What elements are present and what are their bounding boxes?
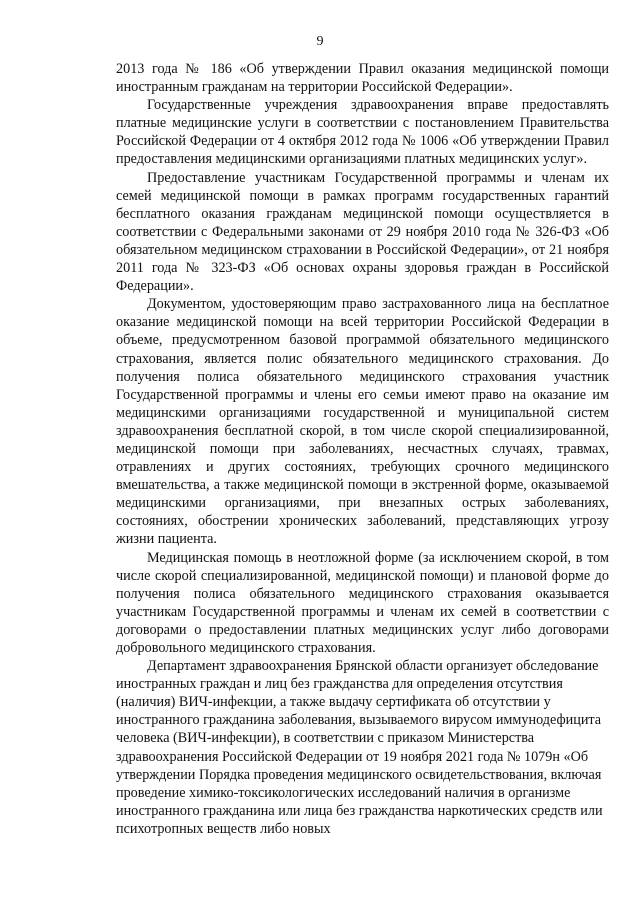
paragraph-urgent-care: Медицинская помощь в неотложной форме (за исключением скорой, в том числе скорой специализированной, медицинской помощи) и плановой форме до получения полиса обязательного медицинского страхования оказывается участникам Государственной программы и членам их семей в соответствии с договорами о предоставлении платных медицинских услуг либо договорами добровольного медицинского страхования.	[116, 549, 609, 656]
paragraph-paid-services: Государственные учреждения здравоохранения вправе предоставлять платные медицинские услуги в соответствии с постановлением Правительства Российской Федерации от 4 октября 2012 года № 1006 «Об утверждении Правил предоставления медицинскими организациями платных медицинских услуг».	[116, 97, 609, 168]
page-number: 9	[316, 34, 324, 49]
paragraph-state-guarantees: Предоставление участникам Государственной программы и членам их семей медицинской помощи в рамках программ государственных гарантий бесплатного оказания гражданам медицинской помощи осуществляется в соответствии с Федеральными законами от 29 ноября 2010 года № 326-ФЗ «Об обязательном медицинском страховании в Российской Федерации», от 21 ноября 2011 года № 323-ФЗ «Об основах охраны здоровья граждан в Российской Федерации».	[116, 169, 609, 295]
paragraph-continuation: 2013 года № 186 «Об утверждении Правил оказания медицинской помощи иностранным гражданам на территории Российской Федерации».	[116, 61, 609, 96]
body-text	[116, 60, 609, 838]
paragraph-hiv-examination: Департамент здравоохранения Брянской области организует обследование иностранных граждан и лиц без гражданства для определения отсутствия (наличия) ВИЧ-инфекции, а также выдачу сертификата об отсутствии у иностранного гражданина заболевания, вызываемого вирусом иммунодефицита человека (ВИЧ-инфекции), в соответствии с приказом Министерства здравоохранения Российской Федерации от 19 ноября 2021 года № 1079н «Об утверждении Порядка проведения медицинского освидетельствования, включая проведение химико-токсикологических исследований наличия в организме иностранного гражданина или лица без гражданства наркотических средств или психотропных веществ либо новых	[116, 658, 603, 837]
paragraph-insurance-policy: Документом, удостоверяющим право застрахованного лица на бесплатное оказание медицинской помощи на всей территории Российской Федерации в объеме, предусмотренном базовой программой обязательного медицинского страхования, является полис обязательного медицинского страхования. До получения полиса обязательного медицинского страхования участник Государственной программы и члены его семьи имеют право на оказание им медицинскими организациями государственной и муниципальной систем здравоохранения бесплатной скорой, в том числе скорой специализированной, медицинской помощи при заболеваниях, несчастных случаях, травмах, отравлениях и других состояниях, требующих срочного медицинского вмешательства, а также медицинской помощи в экстренной форме, оказываемой медицинскими организациями, при внезапных острых заболеваниях, состояниях, обострении хронических заболеваний, представляющих угрозу жизни пациента.	[116, 296, 609, 548]
